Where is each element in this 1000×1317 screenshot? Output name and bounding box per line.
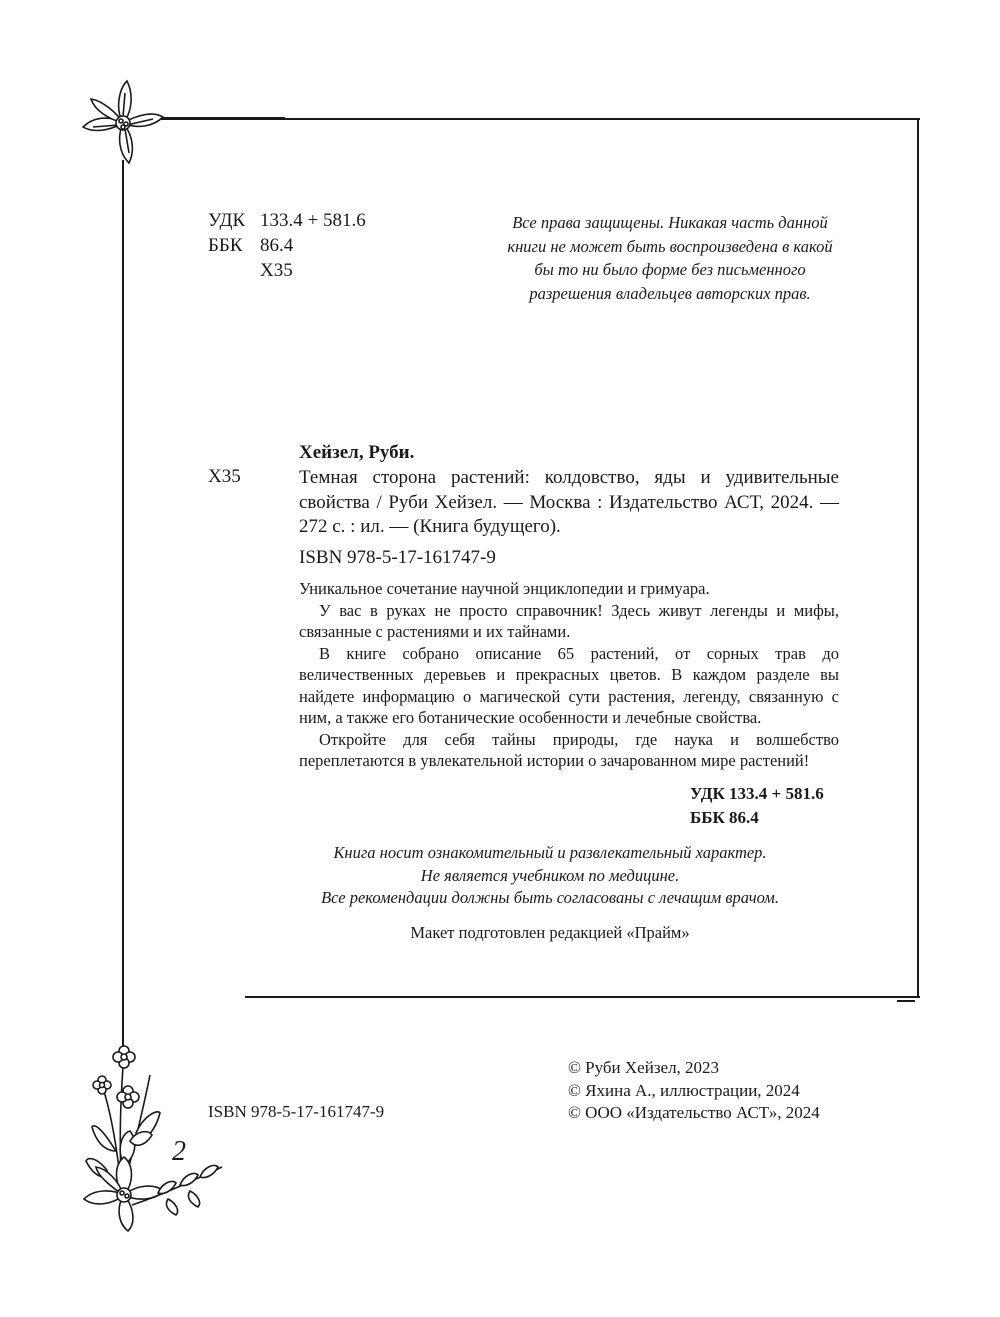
annotation-paragraph: Уникальное сочетание научной энциклопедии и гримуара. [299,579,710,598]
author-heading: Хейзел, Руби. [299,442,415,463]
bibliography-description: Темная сторона растений: колдовство, яды и удивительные свойства / Руби Хейзел. — Москва : Издательство АСТ, 2024. — 272 с. : ил. — (Книга будущего). [299,467,839,537]
frame-top-border [140,118,920,120]
isbn-footer: ISBN 978-5-17-161747-9 [208,1102,385,1121]
disclaimer-line: Не является учебником по медицине. [420,865,680,885]
frame-bottom-accent [897,1000,915,1002]
udk-value: 133.4 + 581.6 [260,210,366,231]
flower-ornament-bottom [72,1045,252,1245]
annotation [299,578,839,772]
annotation-paragraph: Откройте для себя тайны природы, где наука и волшебство переплетаются в увлекательной истории о зачарованном мире растений! [299,729,839,770]
isbn-record: ISBN 978-5-17-161747-9 [299,547,496,568]
page-number: 2 [172,1136,186,1167]
classification-summary [690,782,824,830]
bbk-summary: ББК 86.4 [690,808,759,827]
frame-left-border [122,160,124,1050]
disclaimer [250,842,850,910]
frame-right-border [917,118,919,998]
rights-line: книги не может быть воспроизведена в какой [507,236,833,256]
rights-notice [490,211,850,305]
udk-label: УДК [208,210,246,231]
copyright-line: © ООО «Издательство АСТ», 2024 [568,1103,820,1122]
bibliography-mark: Х35 [208,466,241,487]
disclaimer-line: Все рекомендации должны быть согласованы с лечащим врачом. [321,888,779,907]
rights-line: Все права защищены. Никакая часть данной [512,213,828,232]
classification-codes [208,208,366,283]
frame-bottom-border [245,996,920,998]
flower-ornament-top [78,78,168,168]
udk-summary: УДК 133.4 + 581.6 [690,784,824,803]
bbk-value: 86.4 [260,235,294,256]
annotation-paragraph: У вас в руках не просто справочник! Здесь живут легенды и мифы, связанные с растениями и их тайнами. [299,600,839,641]
copyright-block [568,1057,820,1125]
bbk-label: ББК [208,235,243,256]
author-mark: Х35 [260,260,293,281]
annotation-paragraph: В книге собрано описание 65 растений, от сорных трав до величественных деревьев и прекрасных цветов. В каждом разделе вы найдете информацию о магической сути растения, легенду, связанную с ним, а также его ботанические особенности и лечебные свойства. [299,643,839,727]
frame-top-accent-line [150,117,285,118]
prepared-by: Макет подготовлен редакцией «Прайм» [410,923,690,942]
copyright-line: © Яхина А., иллюстрации, 2024 [568,1080,800,1100]
rights-line: бы то ни было форме без письменного [534,260,806,279]
disclaimer-line: Книга носит ознакомительный и развлекательный характер. [333,843,767,862]
rights-line: разрешения владельцев авторских прав. [529,283,811,303]
copyright-line: © Руби Хейзел, 2023 [568,1058,720,1077]
